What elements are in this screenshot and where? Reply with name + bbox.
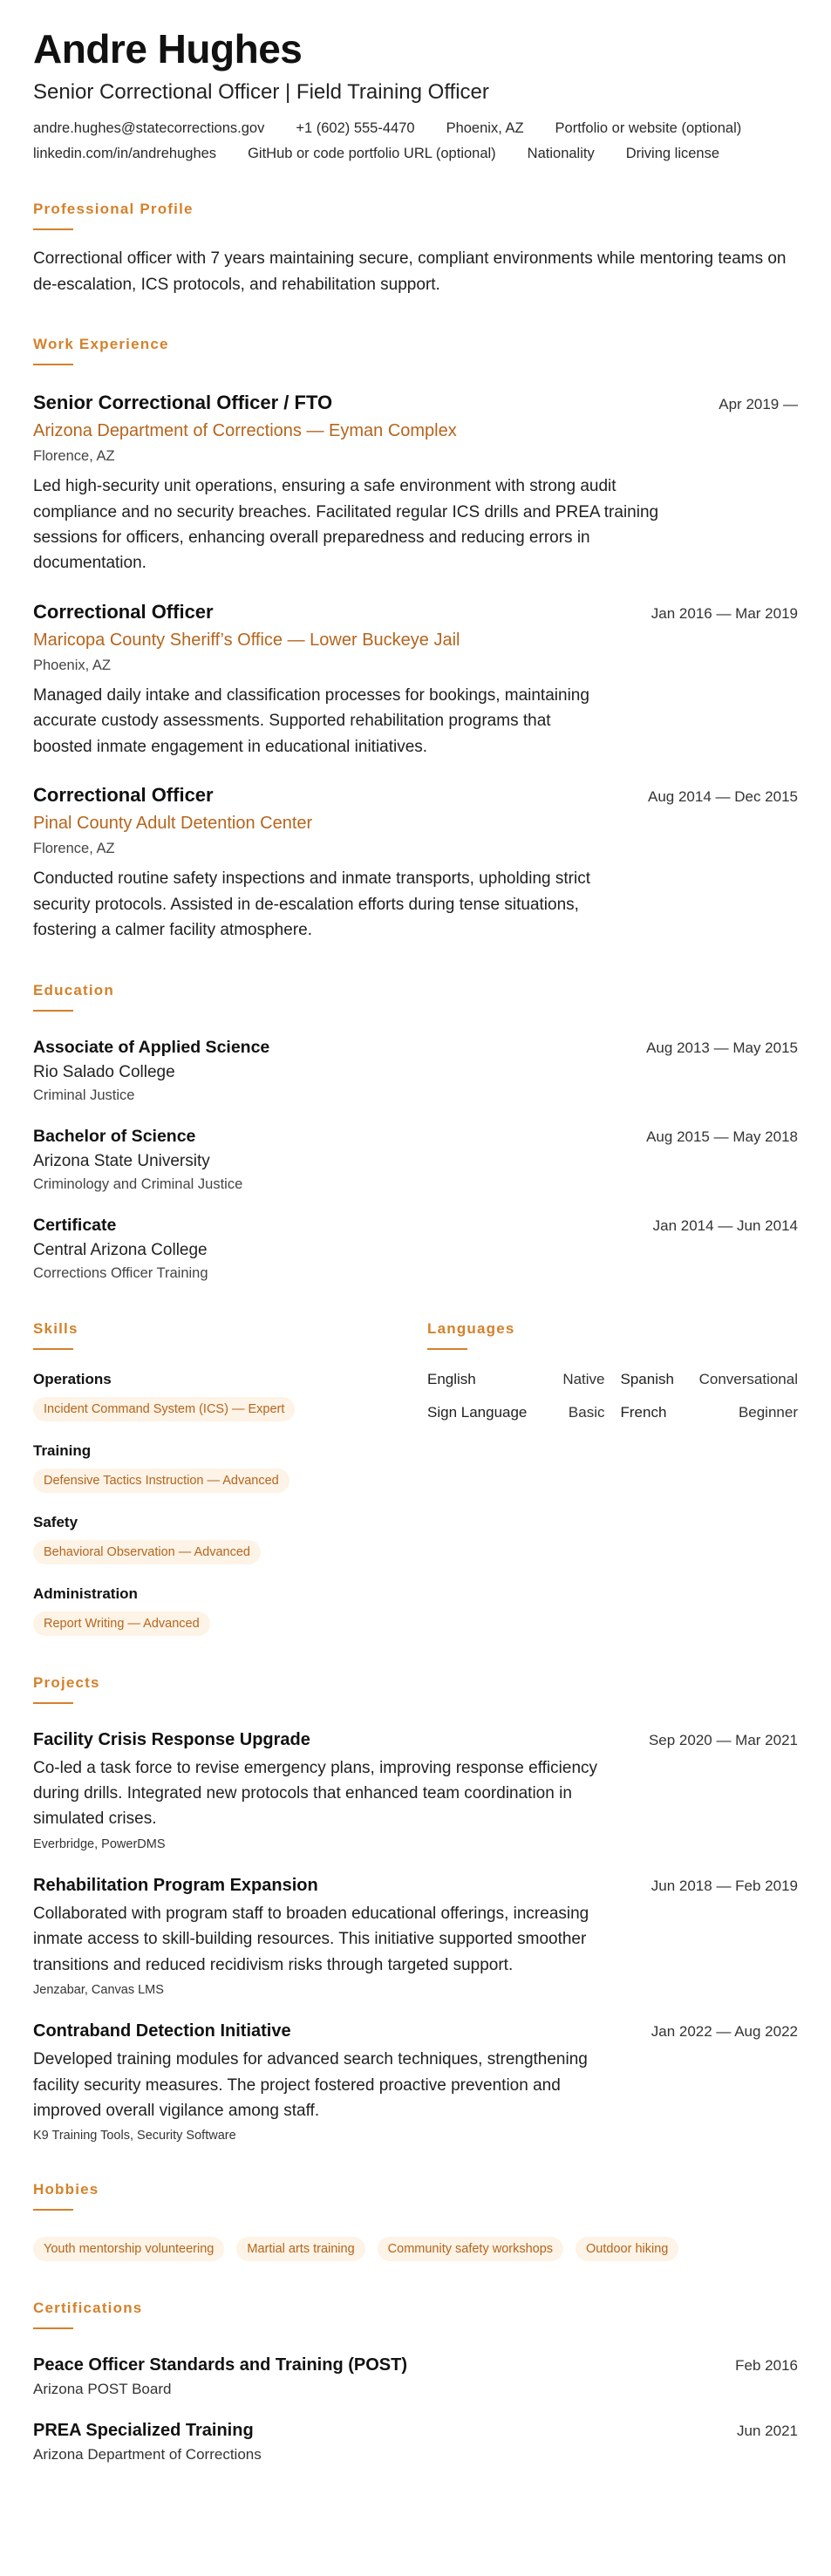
job-title: Correctional Officer <box>33 784 214 807</box>
language-level: Beginner <box>738 1403 798 1421</box>
section-title: Professional Profile <box>33 201 194 218</box>
language-item <box>621 1404 799 1421</box>
resume-header <box>33 0 798 162</box>
language-item <box>427 1404 605 1421</box>
job-dates: Jan 2016 — Mar 2019 <box>650 604 798 622</box>
skill-category: Operations <box>33 1370 112 1387</box>
skills-section <box>33 1320 427 1636</box>
hobby-list <box>33 2228 798 2261</box>
profile-text: Correctional officer with 7 years maintaining secure, compliant environments while mentoring teams on de-escalation, ICS protocols, and rehabilitation support. <box>33 249 787 294</box>
field-of-study: Criminal Justice <box>33 1087 135 1103</box>
contact-location: Phoenix, AZ <box>446 120 524 137</box>
hobby-chip: Martial arts training <box>236 2237 364 2261</box>
skill-category: Safety <box>33 1513 78 1530</box>
contact-portfolio[interactable]: Portfolio or website (optional) <box>555 120 742 137</box>
project-description: Collaborated with program staff to broaden educational offerings, increasing inmate access to skill-building resources. This initiative supported smoother transitions and reduced recidivism risks through targeted support. <box>33 1904 589 1974</box>
job-description: Managed daily intake and classification processes for bookings, maintaining accurate custody assessments. Supported rehabilitation programs that boosted inmate engagement in educational initiatives. <box>33 685 589 756</box>
project-tools: K9 Training Tools, Security Software <box>33 2129 236 2143</box>
skill-chip: Report Writing — Advanced <box>33 1612 210 1636</box>
skill-chip: Behavioral Observation — Advanced <box>33 1540 261 1564</box>
project-tools: Everbridge, PowerDMS <box>33 1837 166 1851</box>
certification-issuer: Arizona POST Board <box>33 2381 172 2398</box>
degree: Certificate <box>33 1215 117 1235</box>
certification-entry <box>33 2355 798 2398</box>
education-dates: Aug 2013 — May 2015 <box>646 1039 798 1056</box>
job-organization: Pinal County Adult Detention Center <box>33 814 313 834</box>
certification-entry <box>33 2421 798 2464</box>
section-divider <box>33 1348 73 1350</box>
language-grid <box>427 1371 798 1437</box>
skill-chip: Defensive Tactics Instruction — Advanced <box>33 1469 289 1493</box>
certification-title: Peace Officer Standards and Training (POST) <box>33 2355 407 2375</box>
section-title: Work Experience <box>33 336 169 353</box>
section-divider <box>33 1010 73 1012</box>
skills-languages-row <box>33 1320 798 1636</box>
field-of-study: Criminology and Criminal Justice <box>33 1176 243 1192</box>
contact-email[interactable]: andre.hughes@statecorrections.gov <box>33 120 265 137</box>
job-organization: Maricopa County Sheriff’s Office — Lower Buckeye Jail <box>33 630 460 650</box>
certification-title: PREA Specialized Training <box>33 2421 254 2441</box>
job-location: Florence, AZ <box>33 841 115 857</box>
skill-group <box>33 1442 427 1493</box>
section-divider <box>33 2327 73 2329</box>
language-name: Spanish <box>620 1370 674 1387</box>
job-description: Led high-security unit operations, ensuring a safe environment with strong audit compliance and no security breaches. Facilitated regular ICS drills and PREA training sessions for officers, enhancing overall preparedness and reducing errors in documentation. <box>33 477 659 573</box>
field-of-study: Corrections Officer Training <box>33 1264 208 1281</box>
education-dates: Jan 2014 — Jun 2014 <box>652 1216 798 1234</box>
job-description: Conducted routine safety inspections and inmate transports, upholding strict security protocols. Assisted in de-escalation efforts during tense situations, fostering a calmer facility atmosphere. <box>33 869 590 940</box>
projects-section <box>33 1674 798 2143</box>
section-title: Certifications <box>33 2300 143 2317</box>
contact-list <box>33 120 798 162</box>
education-dates: Aug 2015 — May 2018 <box>646 1128 798 1145</box>
project-title: Facility Crisis Response Upgrade <box>33 1729 310 1749</box>
job-location: Phoenix, AZ <box>33 657 111 673</box>
language-name: Sign Language <box>427 1403 528 1421</box>
section-divider <box>33 2209 73 2211</box>
job-entry <box>33 392 798 576</box>
project-entry <box>33 1730 798 1851</box>
project-dates: Jun 2018 — Feb 2019 <box>650 1877 798 1894</box>
job-title: Senior Correctional Officer / FTO <box>33 392 333 414</box>
contact-nationality: Nationality <box>527 146 595 162</box>
project-tools: Jenzabar, Canvas LMS <box>33 1983 164 1998</box>
candidate-headline: Senior Correctional Officer | Field Training Officer <box>33 80 489 105</box>
school: Central Arizona College <box>33 1240 208 1259</box>
project-description: Co-led a task force to revise emergency plans, improving response efficiency during drills. Integrated new protocols that enhanced team coordination in simulated crises. <box>33 1758 598 1829</box>
job-entry <box>33 601 798 760</box>
contact-driving-license: Driving license <box>625 146 720 162</box>
skill-group <box>33 1371 427 1421</box>
language-level: Native <box>562 1370 605 1387</box>
skill-group <box>33 1514 427 1564</box>
hobby-chip: Community safety workshops <box>378 2237 563 2261</box>
language-name: French <box>620 1403 667 1421</box>
certification-date: Feb 2016 <box>735 2357 798 2375</box>
contact-linkedin[interactable]: linkedin.com/in/andrehughes <box>33 146 217 162</box>
project-title: Contraband Detection Initiative <box>33 2021 291 2041</box>
contact-phone[interactable]: +1 (602) 555-4470 <box>296 120 415 137</box>
certifications-section <box>33 2300 798 2464</box>
project-title: Rehabilitation Program Expansion <box>33 1875 318 1895</box>
hobby-chip: Youth mentorship volunteering <box>33 2237 224 2261</box>
skill-category: Training <box>33 1441 92 1459</box>
school: Rio Salado College <box>33 1062 175 1081</box>
degree: Associate of Applied Science <box>33 1037 270 1057</box>
job-dates: Aug 2014 — Dec 2015 <box>647 788 798 806</box>
project-entry <box>33 1876 798 1997</box>
language-item <box>427 1371 605 1388</box>
certification-date: Jun 2021 <box>737 2423 798 2440</box>
language-item <box>621 1371 799 1388</box>
project-dates: Sep 2020 — Mar 2021 <box>648 1731 798 1748</box>
section-title: Education <box>33 981 114 998</box>
education-section <box>33 982 798 1282</box>
project-entry <box>33 2021 798 2143</box>
job-organization: Arizona Department of Corrections — Eyman Complex <box>33 421 457 441</box>
language-level: Conversational <box>698 1370 798 1387</box>
section-title: Hobbies <box>33 2181 99 2198</box>
section-divider <box>427 1348 467 1350</box>
profile-section <box>33 201 798 297</box>
job-dates: Apr 2019 — <box>719 396 798 413</box>
contact-github[interactable]: GitHub or code portfolio URL (optional) <box>248 146 496 162</box>
section-divider <box>33 364 73 365</box>
language-name: English <box>427 1370 476 1387</box>
job-entry <box>33 784 798 943</box>
project-description: Developed training modules for advanced search techniques, strengthening facility security measures. The project fostered proactive prevention and improved overall vigilance among staff. <box>33 2050 588 2121</box>
hobbies-section <box>33 2181 798 2261</box>
candidate-name: Andre Hughes <box>33 26 303 72</box>
education-entry <box>33 1216 798 1282</box>
section-title: Projects <box>33 1673 100 1691</box>
skill-category: Administration <box>33 1584 138 1602</box>
language-level: Basic <box>568 1403 605 1421</box>
section-title: Skills <box>33 1319 78 1337</box>
section-divider <box>33 228 73 230</box>
languages-section <box>427 1320 798 1636</box>
education-entry <box>33 1127 798 1193</box>
project-dates: Jan 2022 — Aug 2022 <box>650 2023 798 2041</box>
school: Arizona State University <box>33 1151 210 1170</box>
experience-section <box>33 336 798 943</box>
job-title: Correctional Officer <box>33 600 214 623</box>
section-title: Languages <box>427 1319 515 1337</box>
job-location: Florence, AZ <box>33 448 115 465</box>
skill-group <box>33 1585 427 1636</box>
section-divider <box>33 1702 73 1704</box>
hobby-chip: Outdoor hiking <box>576 2237 678 2261</box>
education-entry <box>33 1038 798 1104</box>
skill-chip: Incident Command System (ICS) — Expert <box>33 1397 295 1421</box>
certification-issuer: Arizona Department of Corrections <box>33 2446 262 2464</box>
degree: Bachelor of Science <box>33 1126 196 1146</box>
